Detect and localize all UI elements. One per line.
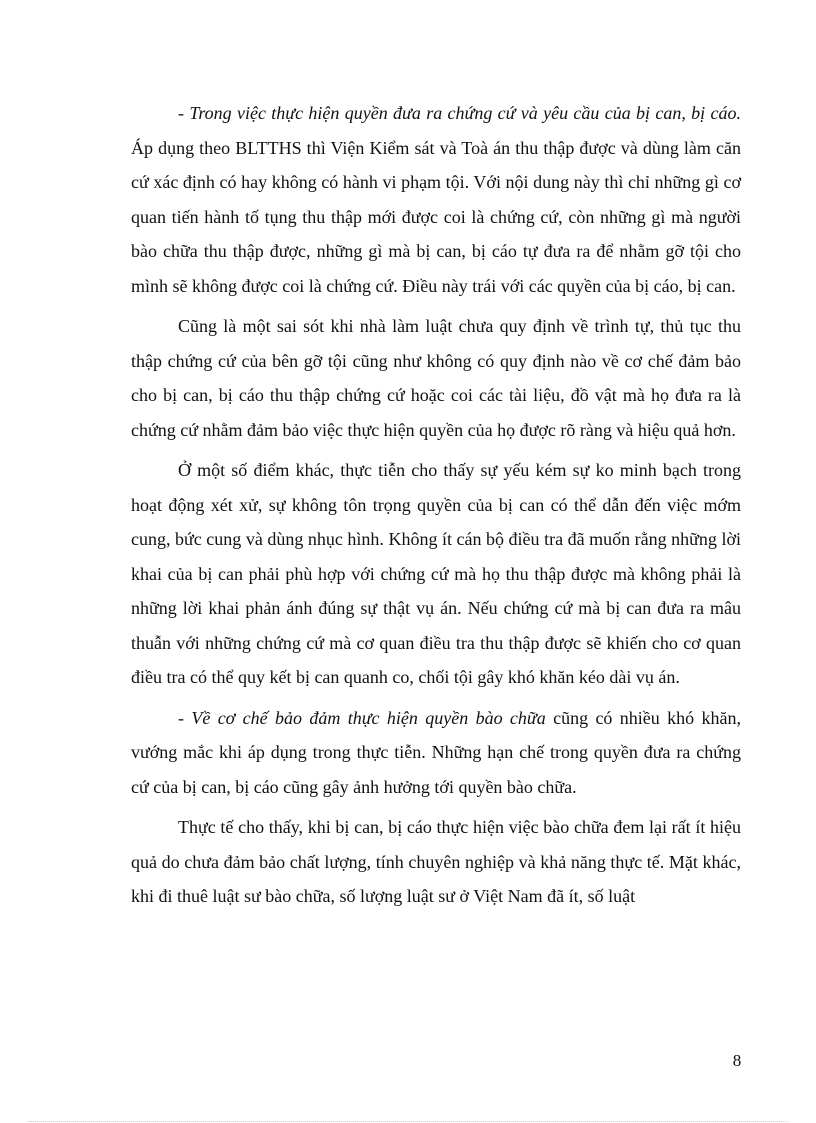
paragraph-text: Ở một số điểm khác, thực tiễn cho thấy sự yếu kém sự ko minh bạch trong hoạt động xét xử, sự không tôn trọng quyền của bị can có thể dẫn đến việc mớm cung, bức cung và dùng nhục hình. Không ít cán bộ điều tra đã muốn rằng những lời khai của bị can phải phù hợp với chứng cứ mà họ thu thập được mà không phải là những lời khai phản ánh đúng sự thật vụ án. Nếu chứng cứ mà bị can đưa ra mâu thuẫn với những chứng cứ mà cơ quan điều tra thu thập được sẽ khiến cho cơ quan điều tra có thể quy kết bị can quanh co, chối tội gây khó khăn kéo dài vụ án. [131,460,741,687]
paragraph-text: cũng có nhiều khó khăn, vướng mắc khi áp dụng trong thực tiễn. Những hạn chế trong quyền đưa ra chứng cứ của bị can, bị cáo cũng gây ảnh hưởng tới quyền bào chữa. [131,707,741,797]
page-number: 8 [732,1051,742,1070]
paragraph-4 [131,701,741,805]
paragraph-text: Cũng là một sai sót khi nhà làm luật chưa quy định về trình tự, thủ tục thu thập chứng cứ của bên gỡ tội cũng như không có quy định nào về cơ chế đảm bảo cho bị can, bị cáo thu thập chứng cứ hoặc coi các tài liệu, đồ vật mà họ đưa ra là chứng cứ nhằm đảm bảo việc thực hiện quyền của họ được rõ ràng và hiệu quả hơn. [131,316,741,440]
paragraph-text: Áp dụng theo BLTTHS thì Viện Kiểm sát và Toà án thu thập được và dùng làm căn cứ xác định có hay không có hành vi phạm tội. Với nội dung này thì chỉ những gì cơ quan tiến hành tố tụng thu thập mới được coi là chứng cứ, còn những gì mà người bào chữa thu thập được, những gì mà bị can, bị cáo tự đưa ra để nhằm gỡ tội cho mình sẽ không được coi là chứng cứ. Điều này trái với các quyền của bị cáo, bị can. [131,137,741,296]
paragraph-2 [131,309,741,447]
paragraph-text: Thực tế cho thấy, khi bị can, bị cáo thực hiện việc bào chữa đem lại rất ít hiệu quả do chưa đảm bảo chất lượng, tính chuyên nghiệp và khả năng thực tế. Mặt khác, khi đi thuê luật sư bào chữa, số lượng luật sư ở Việt Nam đã ít, số luật [131,817,741,906]
body-text [131,96,741,920]
footer-divider [28,1121,788,1122]
italic-heading-defense-mechanism: - Về cơ chế bảo đảm thực hiện quyền bào chữa [178,707,546,728]
paragraph-5 [131,810,741,914]
paragraph-3 [131,453,741,695]
italic-heading-evidence-rights: - Trong việc thực hiện quyền đưa ra chứng cứ và yêu cầu của bị can, bị cáo. [178,103,741,123]
paragraph-1 [131,96,741,303]
